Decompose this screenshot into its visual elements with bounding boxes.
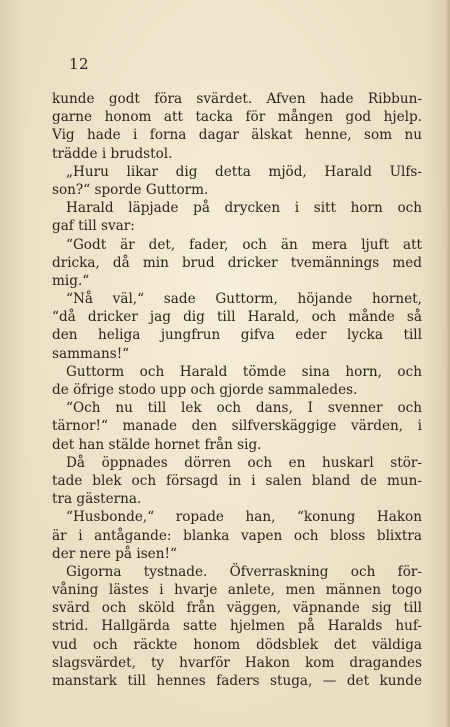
text-line: strid. Hallgärda satte hjelmen på Haralds huf-: [52, 618, 422, 635]
text-line: Då öppnades dörren och en huskarl stör-: [66, 454, 422, 471]
text-line: gaf till svar:: [52, 218, 135, 235]
text-line: de öfrige stodo upp och gjorde sammaledes.: [52, 382, 358, 398]
text-line: “Godt är det, fader, och än mera ljuft att: [66, 236, 422, 253]
text-line: Harald läpjade på drycken i sitt horn och: [66, 200, 422, 217]
text-line: garne honom att tacka för mången god hjelp.: [52, 109, 422, 126]
page-edge-shadow: [446, 0, 450, 727]
text-line: Guttorm och Harald tömde sina horn, och: [66, 363, 422, 380]
text-line: slagsvärdet, ty hvarför Hakon kom dragandes: [52, 654, 422, 671]
text-line: manstark till hennes faders stuga, — det kunde: [52, 673, 422, 689]
page-number: 12: [69, 55, 90, 73]
text-line: är i antågande: blanka vapen och bloss blixtra: [52, 527, 422, 544]
text-line: vud och räckte honom dödsblek det väldiga: [52, 636, 422, 653]
text-line: Gigorna tystnade. Öfverraskning och för-: [66, 563, 422, 580]
text-line: “Och nu till lek och dans, I svenner och: [66, 400, 422, 417]
body-text: [52, 90, 422, 690]
text-line: svärd och sköld från väggen, väpnande sig till: [52, 600, 422, 617]
text-line: det han stälde hornet från sig.: [52, 436, 262, 453]
text-line: tärnor!“ manade den silfverskäggige värden, i: [52, 418, 422, 435]
text-line: sammans!“: [52, 345, 130, 362]
text-line: “då dricker jag dig till Harald, och månde så: [52, 309, 422, 326]
text-line: son?“ sporde Guttorm.: [52, 181, 209, 198]
text-line: „Huru likar dig detta mjöd, Harald Ulfs-: [66, 163, 422, 180]
text-line: trädde i brudstol.: [52, 145, 173, 162]
text-line: tra gästerna.: [52, 491, 142, 508]
text-line: der nere på isen!“: [52, 545, 177, 562]
text-line: den heliga jungfrun gifva eder lycka till: [52, 327, 422, 344]
text-line: tade blek och försagd in i salen bland de mun-: [52, 472, 422, 489]
text-line: kunde godt föra svärdet. Afven hade Ribbun-: [52, 91, 422, 107]
text-line: “Husbonde,“ ropade han, “konung Hakon: [66, 509, 422, 526]
text-line: dricka, då min brud dricker tvemännings med: [52, 254, 422, 271]
text-line: mig.“: [52, 272, 90, 289]
text-line: våning lästes i hvarje anlete, men männen togo: [52, 582, 422, 599]
text-line: Vig hade i forna dagar älskat henne, som nu: [52, 127, 422, 144]
text-line: “Nå väl,“ sade Guttorm, höjande hornet,: [66, 291, 422, 308]
